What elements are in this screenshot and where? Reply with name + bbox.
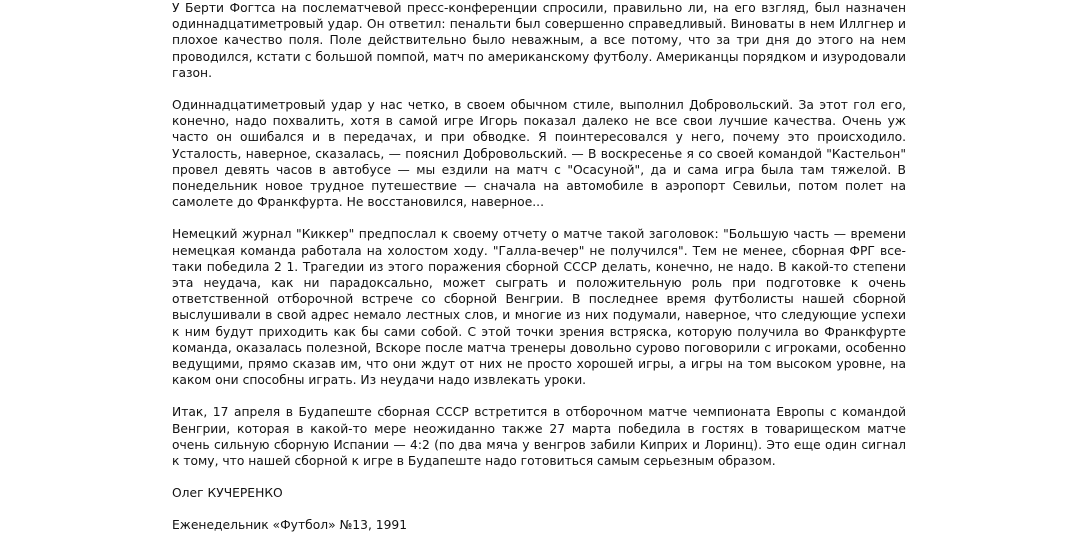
- article-body: [172, 0, 906, 550]
- article-paragraph-3: Немецкий журнал "Киккер" предпослал к своему отчету о матче такой заголовок: "Большую часть — времени немецкая команда работала на холостом ходу. "Галла-вечер" не получился". Тем не менее, сборная ФРГ все-таки победила 2 1. Трагедии из этого поражения сборной СССР делать, конечно, не надо. В какой-то степени эта неудача, как ни парадоксально, может сыграть и положительную роль при подготовке к очень ответственной отборочной встрече со сборной Венгрии. В последнее время футболисты нашей сборной выслушивали в свой адрес немало лестных слов, и многие из них подумали, наверное, что следующие успехи к ним будут приходить как бы сами собой. С этой точки зрения встряска, которую получила во Франкфурте команда, оказалась полезной, Вскоре после матча тренеры довольно сурово поговорили с игроками, особенно ведущими, прямо сказав им, что они ждут от них не просто хорошей игры, а игры на том высоком уровне, на каком они способны играть. Из неудачи надо извлекать уроки.: [172, 227, 906, 388]
- article-source: Еженедельник «Футбол» №13, 1991: [172, 518, 408, 533]
- article-paragraph-2: Одиннадцатиметровый удар у нас четко, в своем обычном стиле, выполнил Добровольский. За этот гол его, конечно, надо похвалить, хотя в самой игре Игорь показал далеко не все свои лучшие качества. Очень уж часто он ошибался и в передачах, и при обводке. Я поинтересовался у него, почему это происходило. Усталость, наверное, сказалась, — пояснил Добровольский. — В воскресенье я со своей командой "Кастельон" провел девять часов в автобусе — мы ездили на матч с "Осасуной", да и сама игра была там тяжелой. В понедельник новое трудное путешествие — сначала на автомобиле в аэропорт Севильи, потом полет на самолете до Франкфурта. Не восстановился, наверное...: [172, 98, 906, 210]
- article-paragraph-4: Итак, 17 апреля в Будапеште сборная СССР встретится в отборочном матче чемпионата Европы с командой Венгрии, которая в какой-то мере неожиданно также 27 марта победила в гостях в товарищеском матче очень сильную сборную Испании — 4:2 (по два мяча у венгров забили Киприх и Лоринц). Это еще один сигнал к тому, что нашей сборной к игре в Будапеште надо готовиться самым серьезным образом.: [172, 405, 906, 469]
- article-paragraph-1: У Берти Фогтса на послематчевой пресс-конференции спросили, правильно ли, на его взгляд, был назначен одиннадцатиметровый удар. Он ответил: пенальти был совершенно справедливый. Виноваты в нем Иллгнер и плохое качество поля. Поле действительно было неважным, а все потому, что за три дня до этого на нем проводился, кстати с большой помпой, матч по американскому футболу. Американцы порядком и изуродовали газон.: [172, 1, 906, 80]
- article-author: Олег КУЧЕРЕНКО: [172, 486, 283, 501]
